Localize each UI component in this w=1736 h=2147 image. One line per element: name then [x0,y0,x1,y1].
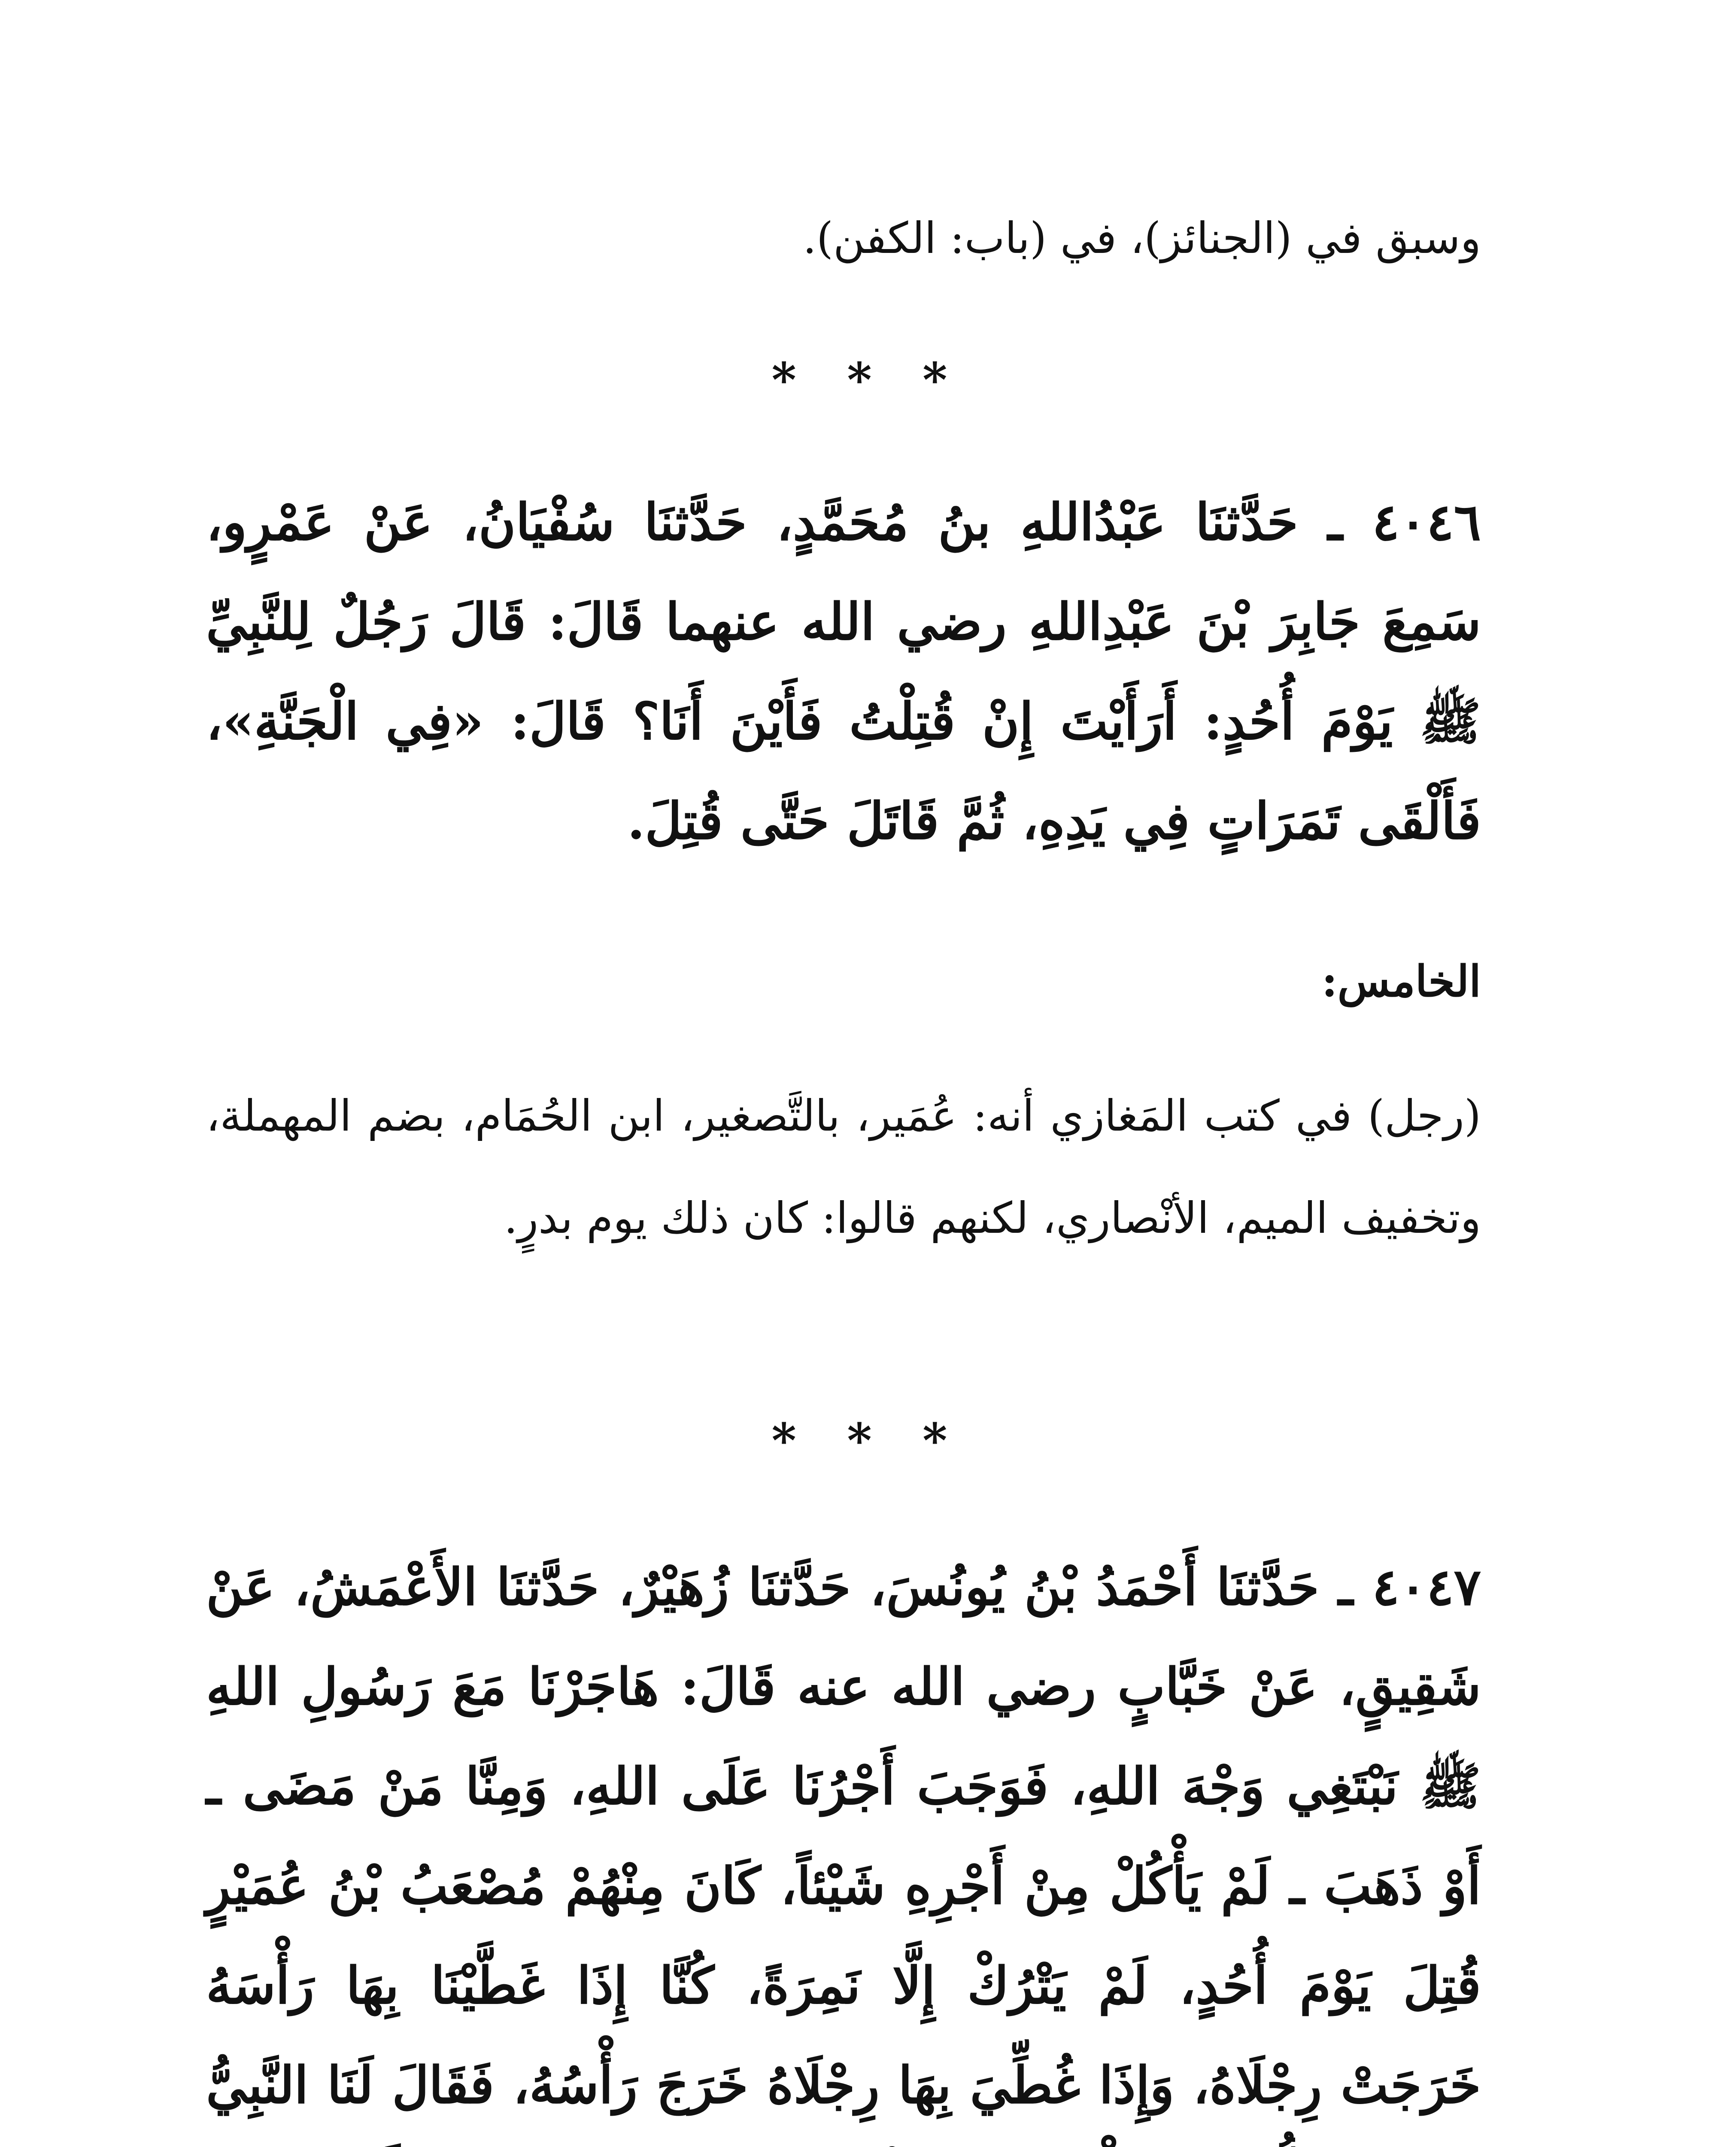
hadith-4046: ٤٠٤٦ ـ حَدَّثنَا عَبْدُاللهِ بنُ مُحَمَّدٍ، حَدَّثنَا سُفْيَانُ، عَنْ عَمْرٍو، سَمِعَ جَابِرَ بْنَ عَبْدِاللهِ رضي الله عنهما قَالَ: قَالَ رَجُلٌ لِلنَّبِيِّ ﷺ يَوْمَ أُحُدٍ: أَرَأَيْتَ إِنْ قُتِلْتُ فَأَيْنَ أَنَا؟ قَالَ: «فِي الْجَنَّةِ»، فَأَلْقَى تَمَرَاتٍ فِي يَدِهِ، ثُمَّ قَاتَلَ حَتَّى قُتِلَ. [206,492,1481,851]
intro-line: وسبق في (الجنائز)، في (باب: الكفن). [803,213,1481,263]
section-separator: * * * [771,1413,965,1468]
section-heading: الخامس: [1321,956,1481,1007]
section-separator: * * * [771,352,965,408]
hadith-4047: ٤٠٤٧ ـ حَدَّثنَا أَحْمَدُ بْنُ يُونُسَ، حَدَّثنَا زُهَيْرٌ، حَدَّثنَا الأَعْمَشُ، عَنْ شَقِيقٍ، عَنْ خَبَّابٍ رضي الله عنه قَالَ: هَاجَرْنَا مَعَ رَسُولِ اللهِ ﷺ نَبْتَغِي وَجْهَ اللهِ، فَوَجَبَ أَجْرُنَا عَلَى اللهِ، وَمِنَّا مَنْ مَضَى ـ أَوْ ذَهَبَ ـ لَمْ يَأْكُلْ مِنْ أَجْرِهِ شَيْئاً، كَانَ مِنْهُمْ مُصْعَبُ بْنُ عُمَيْرٍ قُتِلَ يَوْمَ أُحُدٍ، لَمْ يَتْرُكْ إِلَّا نَمِرَةً، كُنَّا إِذَا غَطَّيْنَا بِهَا رَأْسَهُ خَرَجَتْ رِجْلَاهُ، وَإِذَا غُطِّيَ بِهَا رِجْلَاهُ خَرَجَ رَأْسُهُ، فَقَالَ لَنَا النَّبِيُّ [206,1557,1481,2115]
commentary-note: (رجل) في كتب المَغازي أنه: عُمَير، بالتَّصغير، ابن الحُمَام، بضم المهملة، وتخفيف الميم، الأنْصاري، لكنهم قالوا: كان ذلك يوم بدرٍ. [206,1091,1481,1243]
